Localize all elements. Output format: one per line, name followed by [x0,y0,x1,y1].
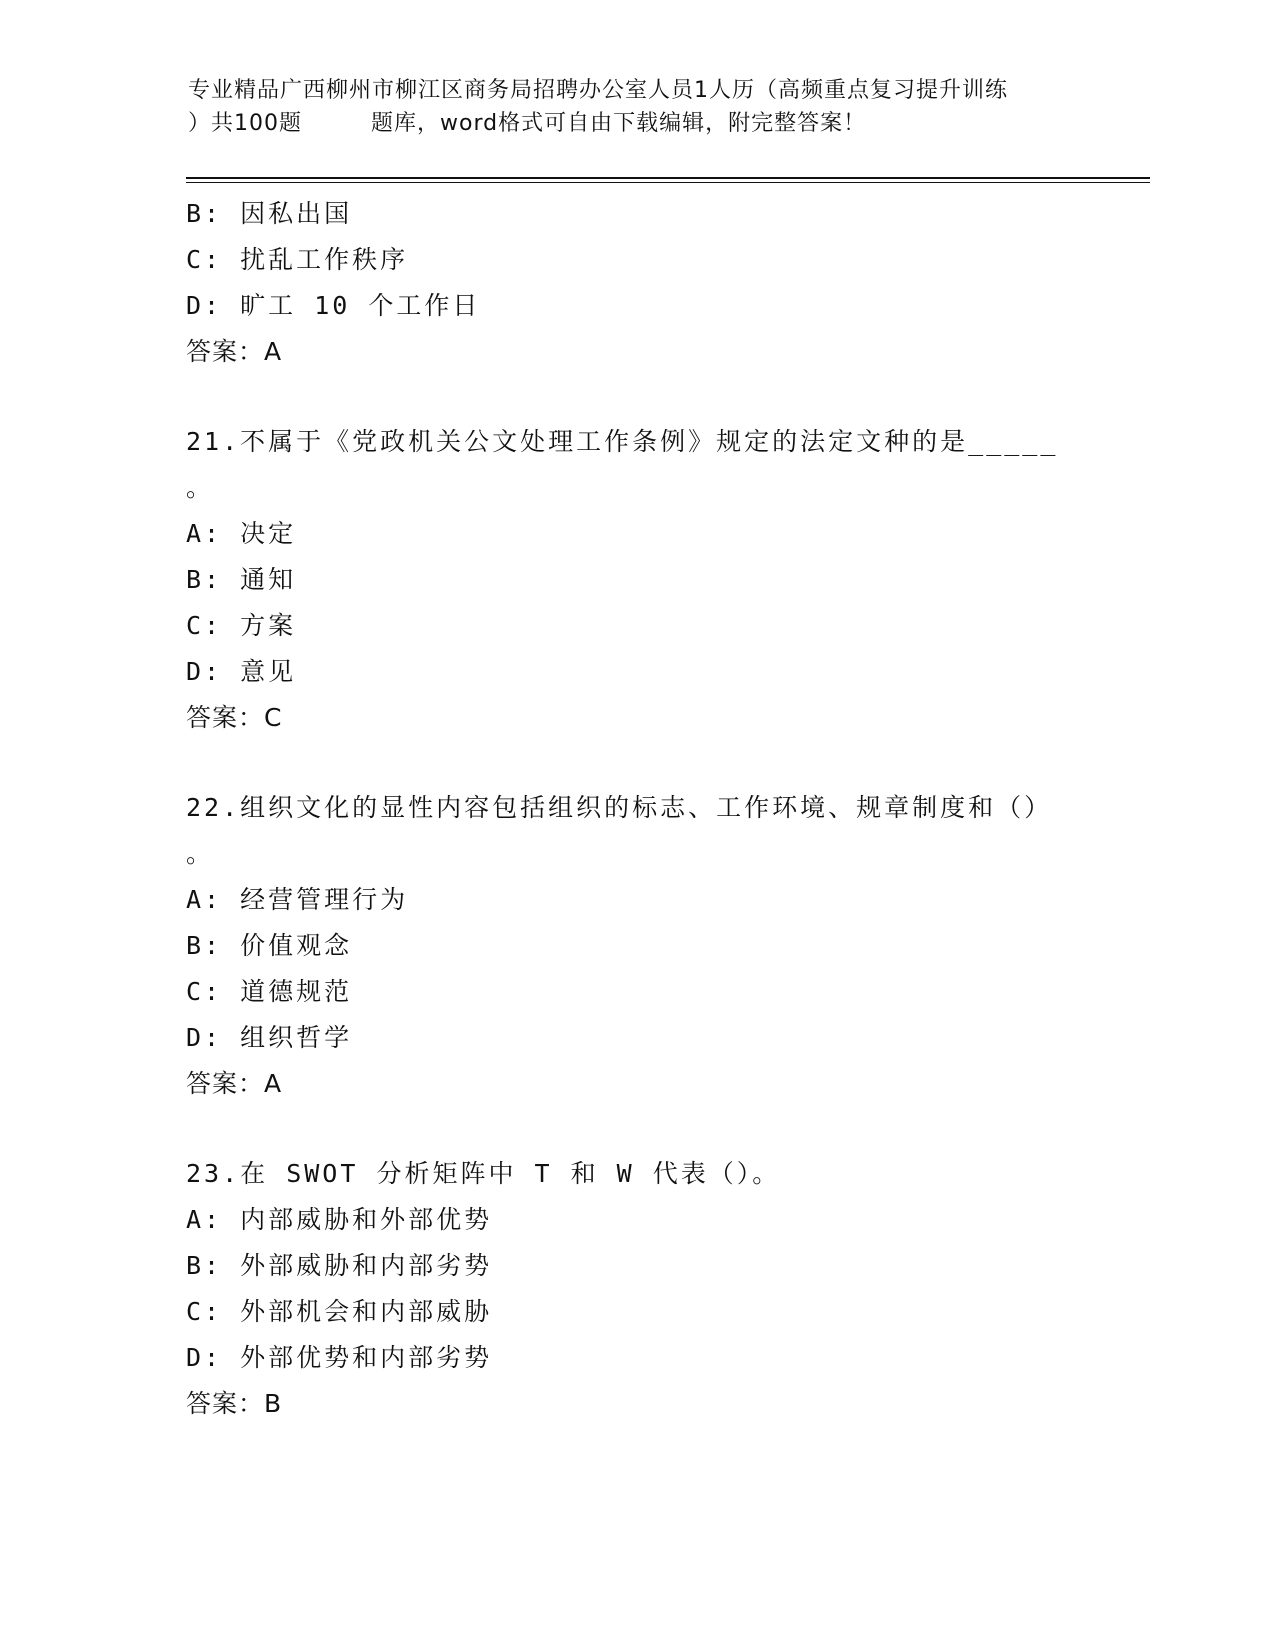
question-23-answer: 答案：B [186,1389,283,1418]
question-21-option-a: A: 决定 [186,519,297,548]
question-21-option-c: C: 方案 [186,611,297,640]
header-line-2: ）共100题 题库，word格式可自由下载编辑，附完整答案！ [188,111,867,136]
question-22-option-b: B: 价值观念 [186,931,353,960]
question-23-option-c: C: 外部机会和内部威胁 [186,1297,493,1326]
question-21-option-d: D: 意见 [186,657,297,686]
question-22-answer: 答案：A [186,1069,283,1098]
question-content [186,191,1086,1427]
option-d: D: 旷工 10 个工作日 [186,291,481,320]
question-23-option-a: A: 内部威胁和外部优势 [186,1205,493,1234]
question-22-option-d: D: 组织哲学 [186,1023,353,1052]
question-21-text: 21.不属于《党政机关公文处理工作条例》规定的法定文种的是_____ [186,427,1059,456]
option-b: B: 因私出国 [186,199,353,228]
option-c: C: 扰乱工作秩序 [186,245,409,274]
question-22-text-cont: 。 [186,839,215,868]
question-21-answer: 答案：C [186,703,283,732]
header-line-1: 专业精品广西柳州市柳江区商务局招聘办公室人员1人历（高频重点复习提升训练 [188,78,1008,103]
document-header [188,74,1088,140]
question-23-option-b: B: 外部威胁和内部劣势 [186,1251,493,1280]
header-divider [186,177,1150,179]
question-22-option-c: C: 道德规范 [186,977,353,1006]
question-22-text: 22.组织文化的显性内容包括组织的标志、工作环境、规章制度和（） [186,793,1053,822]
question-22-option-a: A: 经营管理行为 [186,885,409,914]
question-23-text: 23.在 SWOT 分析矩阵中 T 和 W 代表（）。 [186,1159,781,1188]
answer-line: 答案：A [186,337,283,366]
question-21-option-b: B: 通知 [186,565,297,594]
header-divider-thin [186,182,1150,183]
question-21-text-cont: 。 [186,473,215,502]
question-23-option-d: D: 外部优势和内部劣势 [186,1343,493,1372]
